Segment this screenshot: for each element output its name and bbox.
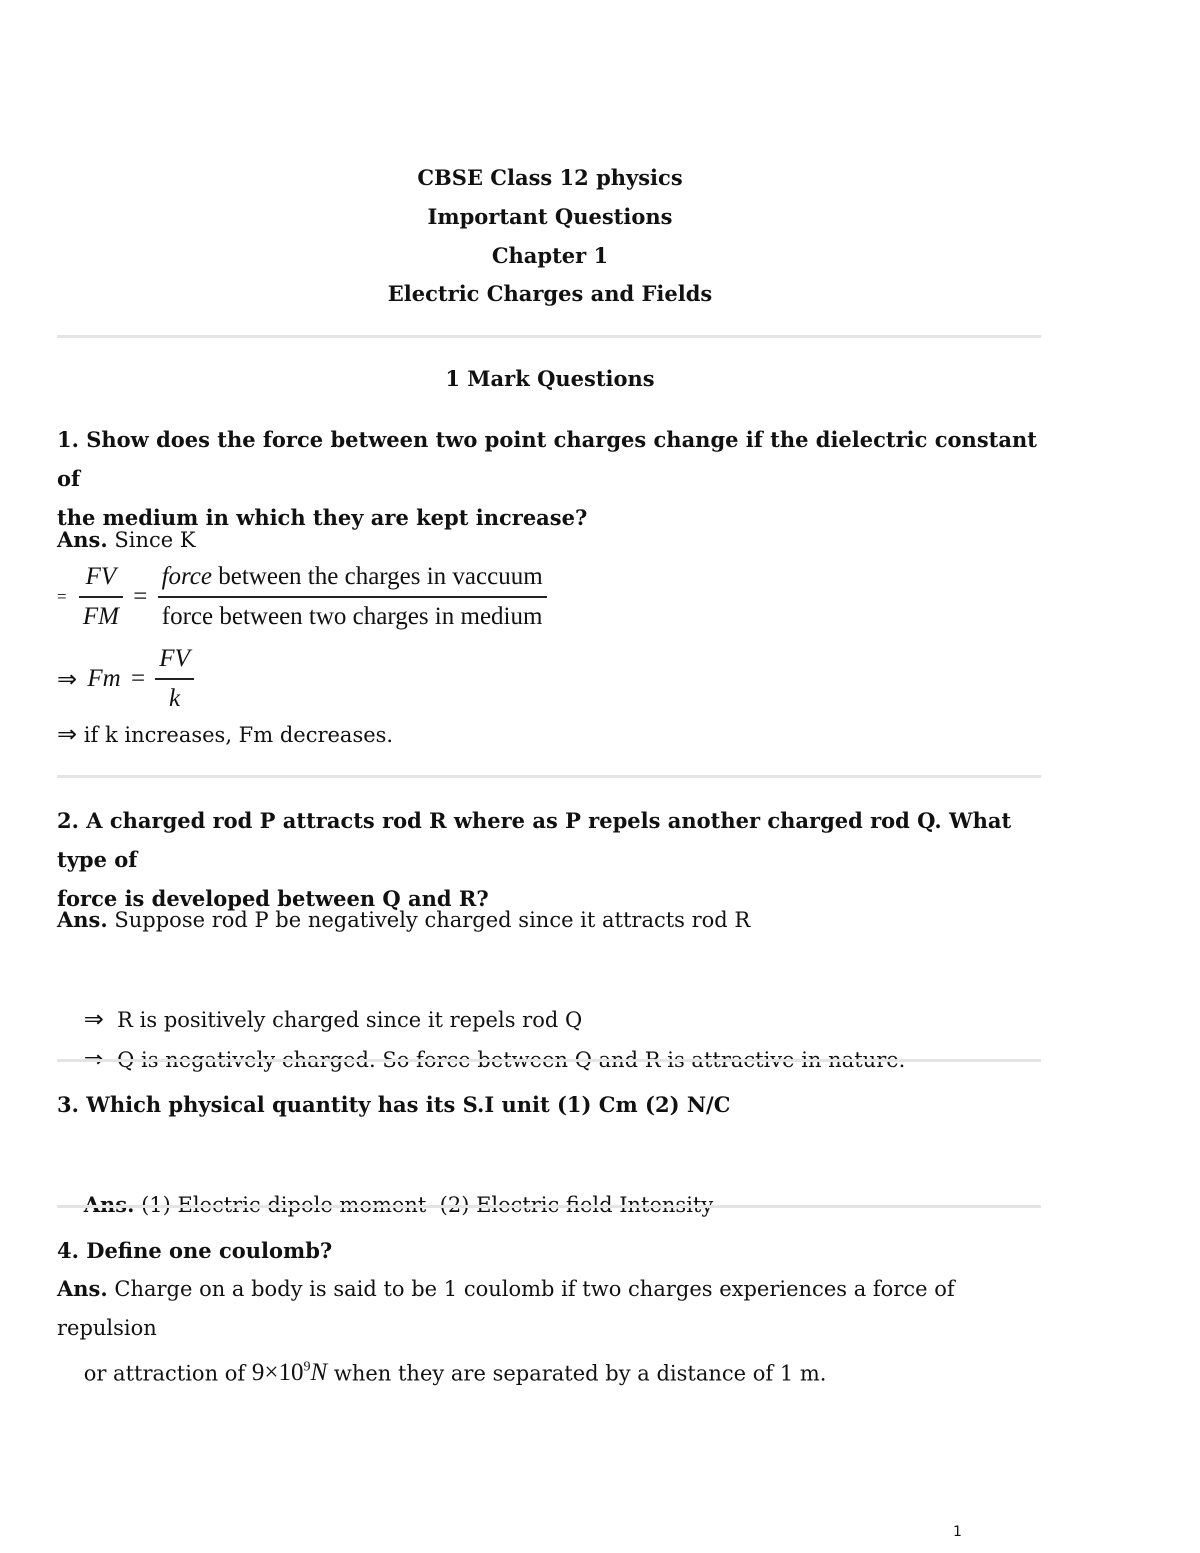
answer-2 [57, 900, 1047, 940]
divider [57, 775, 1041, 778]
divider [57, 335, 1041, 338]
question-1-line1: 1. Show does the force between two point charges change if the dielectric constant of [57, 427, 1037, 491]
answer-4-text: Charge on a body is said to be 1 coulomb if two charges experiences a force of repulsion [57, 1277, 955, 1340]
chapter-title: Electric Charges and Fields [387, 281, 713, 306]
answer-label: Ans. [57, 1276, 108, 1301]
fraction-numerator [158, 558, 547, 598]
fraction-denominator: FM [82, 603, 119, 630]
doc-subtitle: Important Questions [427, 204, 673, 229]
answer-2-line2-text: R is positively charged since it repels rod Q [103, 1008, 583, 1032]
answer-3-text: (1) Electric dipole moment (2) Electric field Intensity [134, 1193, 714, 1217]
fraction-fv-fm [79, 558, 123, 636]
question-1-line2: the medium in which they are kept increase? [57, 505, 588, 530]
question-2-line2: force is developed between Q and R? [57, 886, 489, 911]
implies-icon: ⇒ [83, 1045, 104, 1073]
fraction-force-ratio [158, 558, 547, 636]
answer-2-text: Suppose rod P be negatively charged since it attracts rod R [107, 908, 751, 932]
math-unit: N [310, 1359, 328, 1387]
answer-4-line2-post: when they are separated by a distance of 1 m. [327, 1361, 827, 1386]
answer-2-line3-text: Q is negatively charged. So force between Q and R is attractive in nature. [103, 1048, 906, 1072]
question-2-line1: 2. A charged rod P attracts rod R where as P repels another charged rod Q. What type of [57, 808, 1012, 872]
answer-label: Ans. [57, 907, 108, 932]
equation-fm [57, 640, 194, 718]
implies-icon: ⇒ [57, 720, 78, 748]
implies-icon: ⇒ [83, 1005, 104, 1033]
doc-title: CBSE Class 12 physics [417, 165, 683, 190]
answer-1-conclusion [57, 715, 1047, 755]
answer-4-line2-pre: or attraction of [83, 1361, 252, 1386]
math-exponent: 9 [303, 1360, 311, 1375]
equation-prefix: = [57, 587, 67, 606]
chapter-label: Chapter 1 [491, 243, 609, 268]
fraction-numerator: FV [79, 558, 123, 598]
math-base: 9×10 [251, 1359, 304, 1387]
fraction-numerator: FV [155, 640, 194, 680]
force-italic: force [161, 563, 213, 590]
implies-icon: ⇒ [57, 665, 78, 693]
fraction-denominator: k [169, 685, 181, 712]
divider [57, 1059, 1041, 1062]
section-title: 1 Mark Questions [445, 366, 655, 391]
fraction-denominator: force between two charges in medium [161, 603, 543, 630]
fraction-fv-k [155, 640, 194, 718]
coulomb-constant [252, 1359, 327, 1386]
question-4: 4. Define one coulomb? [57, 1238, 333, 1263]
equals-sign: = [130, 665, 146, 692]
answer-1 [57, 520, 1047, 560]
divider [57, 1205, 1041, 1208]
answer-label: Ans. [83, 1192, 135, 1217]
conclusion-text: if k increases, Fm decreases. [77, 723, 394, 747]
numerator-text: between the charges in vaccuum [212, 563, 543, 590]
fm-symbol: Fm [87, 665, 121, 692]
answer-1-text: Since K [107, 528, 196, 552]
page-number: 1 [953, 1524, 962, 1540]
equals-sign: = [133, 583, 148, 610]
answer-4-line2 [57, 1309, 1047, 1432]
question-3: 3. Which physical quantity has its S.I unit (1) Cm (2) N/C [57, 1092, 731, 1117]
answer-label: Ans. [57, 527, 108, 552]
equation-ratio [57, 558, 547, 636]
